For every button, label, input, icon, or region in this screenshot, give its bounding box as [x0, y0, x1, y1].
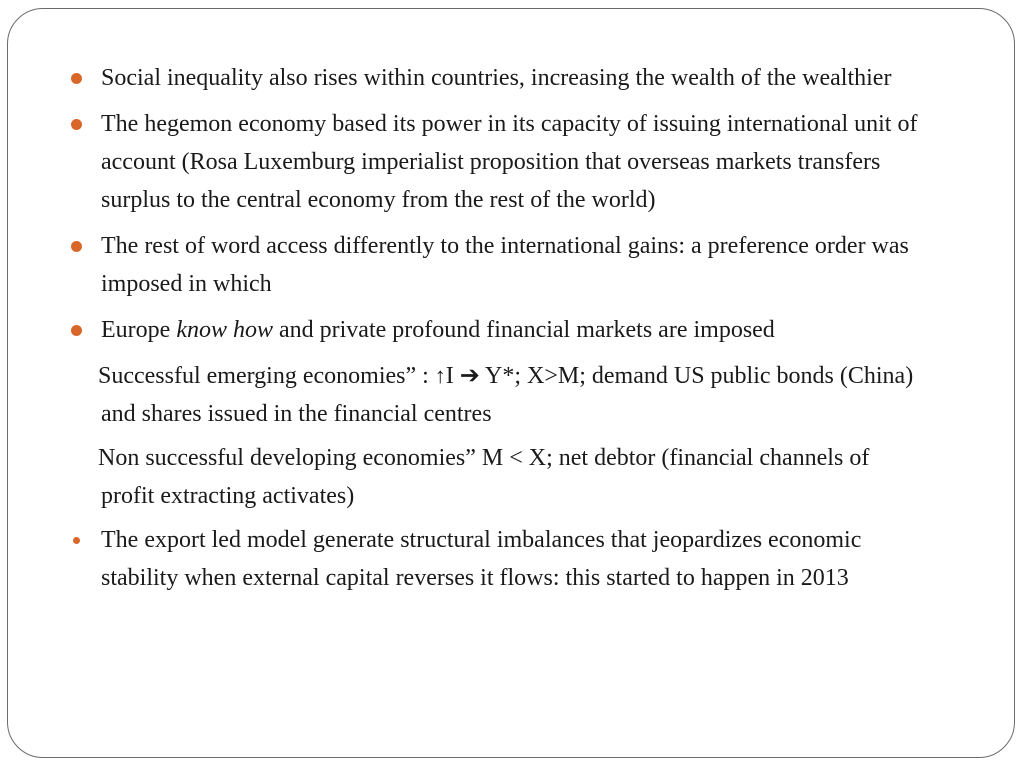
right-arrow-icon: ➔	[459, 363, 480, 389]
bullet-item-inequality	[66, 59, 926, 97]
bullet-text-italic: know how	[176, 317, 273, 343]
bullet-item-export-led	[66, 521, 926, 597]
sub-item-nonsuccessful	[66, 439, 926, 515]
bullet-dot-icon	[73, 537, 80, 544]
sub-text-post: Y*; X>M; demand US public bonds (China) and shares issued in the financial centres	[101, 363, 914, 427]
bullet-dot-icon	[71, 241, 82, 252]
bullet-text-pre: Europe	[101, 317, 177, 343]
bullet-text: The export led model generate structural imbalances that jeopardizes economic stability when external capital reverses it flows: this started to happen in 2013	[101, 527, 862, 591]
bullet-dot-icon	[71, 119, 82, 130]
bullet-text: The rest of word access differently to the international gains: a preference order was imposed in which	[101, 233, 909, 297]
sub-text: Non successful developing economies” M < X; net debtor (financial channels of profit extracting activates)	[98, 445, 870, 509]
up-arrow-icon: ↑	[434, 363, 446, 388]
bullet-text-post: and private profound financial markets are imposed	[272, 317, 775, 343]
slide-content	[66, 59, 926, 605]
sub-text-i: I	[445, 363, 460, 389]
bullet-dot-icon	[71, 73, 82, 84]
bullet-text: Social inequality also rises within countries, increasing the wealth of the wealthier	[101, 65, 892, 91]
bullet-dot-icon	[71, 325, 82, 336]
bullet-item-hegemon	[66, 105, 926, 219]
sub-text-pre: Successful emerging economies” :	[98, 363, 435, 389]
bullet-item-rest-of-world	[66, 227, 926, 303]
sub-item-successful	[66, 357, 926, 433]
slide-frame	[7, 8, 1015, 758]
bullet-text: The hegemon economy based its power in its capacity of issuing international unit of account (Rosa Luxemburg imperialist proposition that overseas markets transfers surplus to the central economy from the rest of the world)	[101, 111, 918, 213]
bullet-item-europe	[66, 311, 926, 349]
